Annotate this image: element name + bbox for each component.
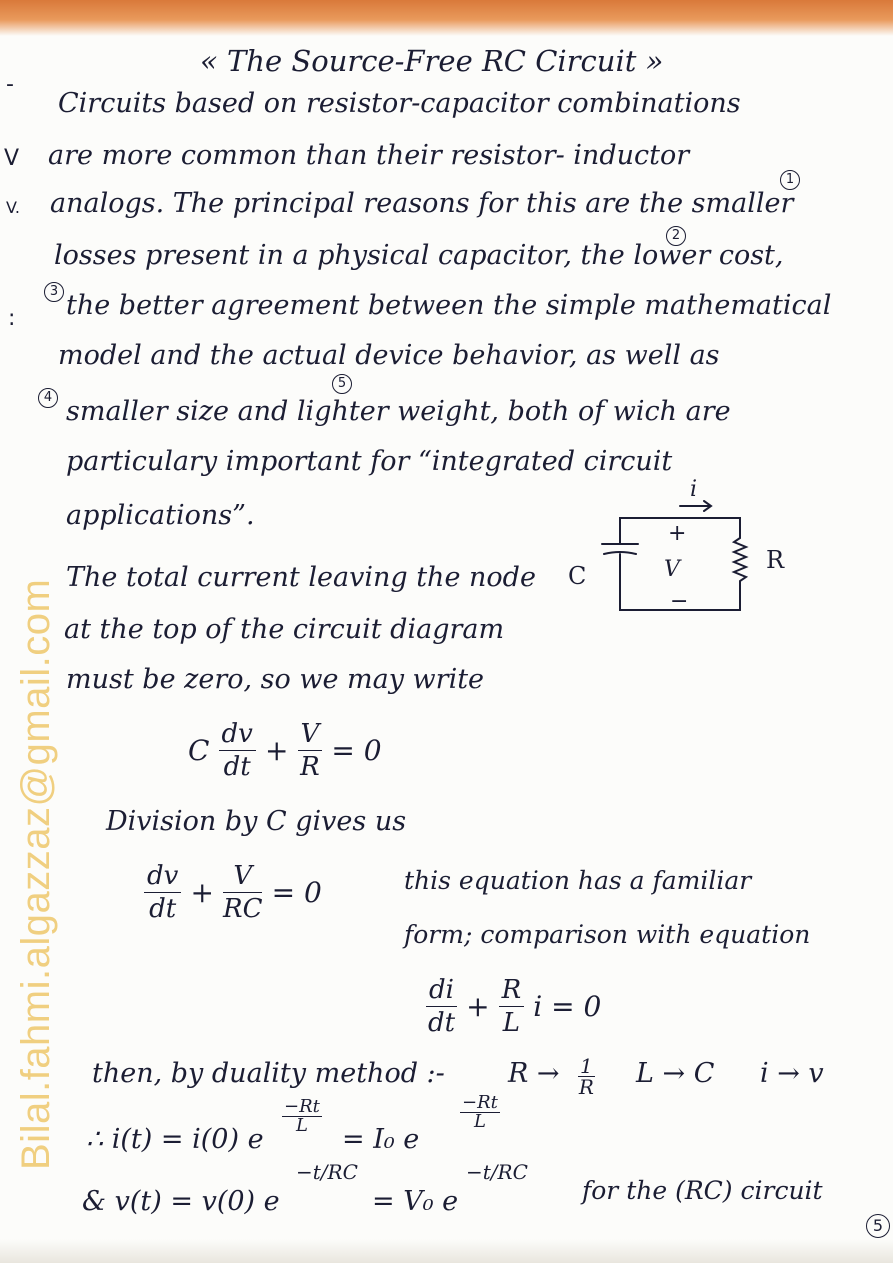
solution-v-rhs-exponent: −t/RC bbox=[466, 1160, 528, 1184]
paragraph-line-8: particulary important for “integrated circuit bbox=[66, 446, 673, 477]
eq2-den-2: RC bbox=[223, 894, 263, 924]
eq1-fraction-2 bbox=[298, 720, 323, 781]
eq2-fraction-2 bbox=[223, 862, 262, 923]
paragraph-line-7: smaller size and lighter weight, both of wich are bbox=[66, 396, 731, 427]
eq1-fraction-1 bbox=[219, 720, 256, 781]
eq1-den-2: R bbox=[300, 752, 320, 782]
solution-i-rhs-exp-num: −Rt bbox=[462, 1092, 498, 1113]
eq2-num-2: V bbox=[223, 862, 262, 893]
circled-number-4: 4 bbox=[38, 388, 58, 408]
page-title: « The Source-Free RC Circuit » bbox=[200, 44, 664, 78]
eq2-rhs: = 0 bbox=[271, 876, 322, 909]
margin-mark-colon: : bbox=[8, 306, 16, 331]
node-text-line-2: at the top of the circuit diagram bbox=[64, 614, 505, 645]
paragraph-line-1: Circuits based on resistor-capacitor combinations bbox=[58, 88, 741, 119]
solution-i-rhs-exponent bbox=[460, 1094, 500, 1131]
current-arrow bbox=[680, 501, 711, 511]
eq1-plus: + bbox=[264, 734, 289, 767]
eq2-comment-line-2: form; comparison with equation bbox=[404, 920, 811, 949]
duality-r-fraction bbox=[578, 1056, 595, 1097]
margin-mark-check: V bbox=[4, 146, 20, 171]
margin-mark-dash: - bbox=[6, 72, 14, 97]
eq2-fraction-1 bbox=[144, 862, 181, 923]
eq3-fraction-1 bbox=[426, 976, 457, 1037]
circled-number-1: 1 bbox=[780, 170, 800, 190]
paragraph-line-9: applications”. bbox=[66, 500, 255, 531]
paragraph-line-2: are more common than their resistor- inductor bbox=[48, 140, 690, 171]
solution-i-lhs: ∴ i(t) = i(0) e bbox=[86, 1124, 264, 1155]
margin-mark-check-2: V. bbox=[6, 198, 20, 217]
email-watermark: Bilal.fahmi.algazzaz@gmail.com bbox=[14, 578, 58, 1170]
eq1-rhs: = 0 bbox=[331, 734, 382, 767]
solution-i-rhs-exp-den: L bbox=[473, 1111, 486, 1132]
solution-i-exponent bbox=[282, 1098, 322, 1135]
minus-label: − bbox=[670, 589, 689, 614]
current-label: i bbox=[690, 477, 698, 502]
paragraph-line-3: analogs. The principal reasons for this are the smaller bbox=[50, 188, 794, 219]
equation-1 bbox=[188, 720, 382, 781]
node-text-line-1: The total current leaving the node bbox=[66, 562, 536, 593]
duality-l-map: L → C bbox=[636, 1058, 715, 1089]
solution-v-comment: for the (RC) circuit bbox=[582, 1176, 823, 1205]
solution-i-rhs: = I₀ e bbox=[342, 1124, 420, 1155]
rc-circuit-diagram bbox=[560, 476, 800, 626]
circled-number-2: 2 bbox=[666, 226, 686, 246]
circled-number-3: 3 bbox=[44, 282, 64, 302]
division-text: Division by C gives us bbox=[106, 806, 407, 837]
resistor-symbol bbox=[734, 538, 746, 588]
eq3-plus: + bbox=[466, 990, 490, 1023]
equation-2 bbox=[140, 862, 322, 923]
eq2-den-1: dt bbox=[149, 894, 177, 924]
voltage-label: V bbox=[664, 557, 680, 582]
eq2-comment-line-1: this equation has a familiar bbox=[404, 866, 752, 895]
eq2-num-1: dv bbox=[144, 862, 181, 893]
eq3-num-2: R bbox=[499, 976, 525, 1007]
equation-3 bbox=[422, 976, 601, 1037]
page-top-edge bbox=[0, 0, 893, 36]
duality-r-num: 1 bbox=[580, 1054, 593, 1078]
solution-i-exp-den: L bbox=[295, 1115, 308, 1136]
eq3-den-1: dt bbox=[427, 1008, 456, 1038]
resistor-label: R bbox=[766, 546, 785, 574]
eq3-fraction-2 bbox=[499, 976, 525, 1037]
duality-i-map: i → v bbox=[760, 1058, 824, 1089]
duality-r-den: R bbox=[578, 1075, 594, 1099]
paragraph-line-5: the better agreement between the simple mathematical bbox=[66, 290, 832, 321]
eq1-num-1: dv bbox=[219, 720, 256, 751]
eq1-lead: C bbox=[188, 734, 210, 767]
node-text-line-3: must be zero, so we may write bbox=[66, 664, 485, 695]
solution-v-exponent: −t/RC bbox=[296, 1160, 358, 1184]
paragraph-line-6: model and the actual device behavior, as well as bbox=[58, 340, 720, 371]
duality-r-map: R → bbox=[508, 1058, 560, 1089]
eq3-num-1: di bbox=[426, 976, 457, 1007]
page-bottom-edge bbox=[0, 1239, 893, 1263]
circled-number-5: 5 bbox=[332, 374, 352, 394]
solution-i-exp-num: −Rt bbox=[284, 1096, 320, 1117]
solution-v-rhs: = V₀ e bbox=[372, 1186, 459, 1217]
paragraph-line-4: losses present in a physical capacitor, the lower cost, bbox=[54, 240, 784, 271]
page-number: 5 bbox=[866, 1214, 890, 1238]
solution-v-lhs: & v(t) = v(0) e bbox=[82, 1186, 280, 1217]
capacitor-label: C bbox=[568, 562, 587, 590]
eq3-den-2: L bbox=[502, 1008, 521, 1038]
duality-text: then, by duality method :- bbox=[92, 1058, 445, 1089]
eq2-plus: + bbox=[190, 876, 214, 909]
plus-label: + bbox=[668, 521, 687, 546]
eq1-den-1: dt bbox=[223, 752, 251, 782]
eq1-num-2: V bbox=[298, 720, 323, 751]
eq3-tail: i = 0 bbox=[533, 990, 602, 1023]
